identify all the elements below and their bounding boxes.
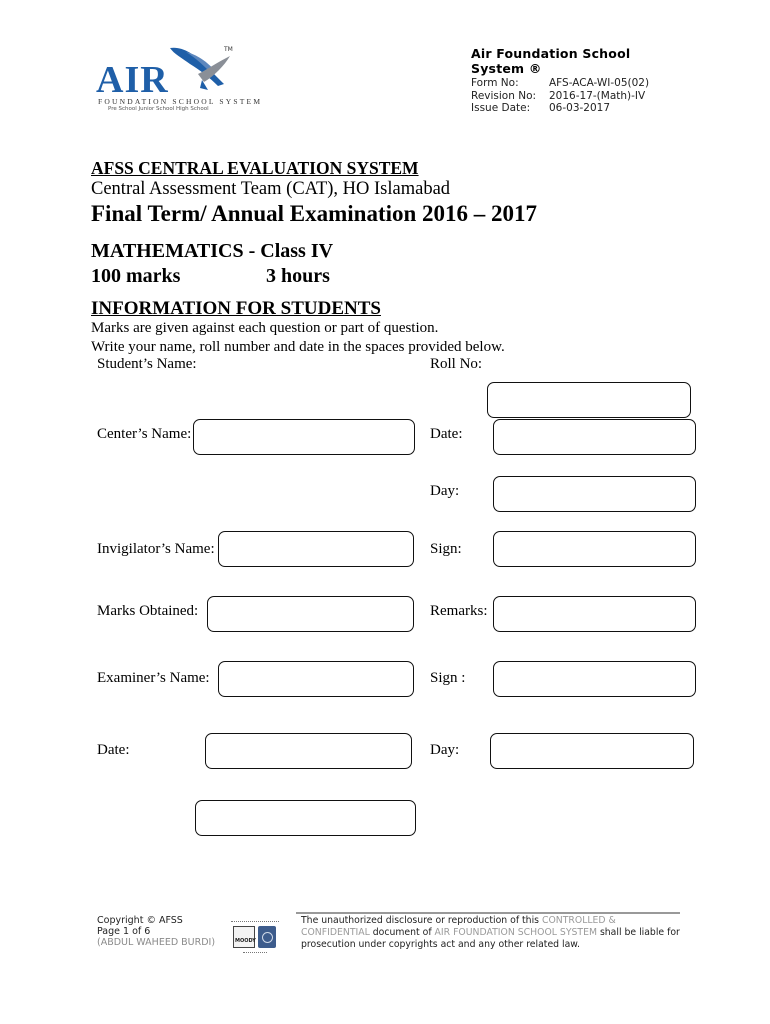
form-no-value: AFS-ACA-WI-05(02) <box>549 77 650 89</box>
sign-field[interactable] <box>493 661 696 697</box>
notice-text: The unauthorized disclosure or reproduction of this <box>301 915 542 926</box>
info-line: Write your name, roll number and date in the spaces provided below. <box>91 339 505 355</box>
duration: 3 hours <box>266 265 330 287</box>
revision-label: Revision No: <box>471 90 537 102</box>
school-logo: TM AIR FOUNDATION SCHOOL SYSTEM Pre School Junior School High School <box>96 46 263 112</box>
remarks-field[interactable] <box>493 596 696 632</box>
logo-subtitle: FOUNDATION SCHOOL SYSTEM <box>98 97 263 106</box>
day-label: Day: <box>430 742 460 758</box>
sign-label: Sign: <box>430 541 462 557</box>
date-field[interactable] <box>493 419 696 455</box>
exam-title: Final Term/ Annual Examination 2016 – 2017 <box>91 201 538 226</box>
revision-value: 2016-17-(Math)-IV <box>549 90 646 102</box>
issue-date-label: Issue Date: <box>471 102 531 114</box>
roll-no-field[interactable] <box>487 382 691 418</box>
day-field[interactable] <box>490 733 694 769</box>
date-label: Date: <box>97 742 130 758</box>
form-no-label: Form No: <box>471 77 519 89</box>
roll-no-label: Roll No: <box>430 356 483 372</box>
remarks-label: Remarks: <box>430 603 488 619</box>
sign-field[interactable] <box>493 531 696 567</box>
system-title: AFSS CENTRAL EVALUATION SYSTEM <box>91 158 419 178</box>
subject-title: MATHEMATICS - Class IV <box>91 240 334 262</box>
certification-badge <box>231 921 279 957</box>
sign-label: Sign : <box>430 670 466 686</box>
team-title: Central Assessment Team (CAT), HO Islamabad <box>91 179 451 199</box>
notice-highlight: CONTROLLED & CONFIDENTIAL <box>301 915 616 938</box>
day-field[interactable] <box>493 476 696 512</box>
examiner-name-label: Examiner’s Name: <box>97 670 210 686</box>
footer-divider <box>296 912 680 914</box>
center-name-label: Center’s Name: <box>97 426 192 442</box>
examiner-name-field[interactable] <box>218 661 414 697</box>
student-name-label: Student’s Name: <box>97 356 197 372</box>
day-label: Day: <box>430 483 460 499</box>
logo-text: AIR <box>96 59 169 101</box>
notice-text: document of <box>369 927 435 938</box>
invigilator-name-label: Invigilator’s Name: <box>97 541 215 557</box>
date-label: Date: <box>430 426 463 442</box>
footer-author: (ABDUL WAHEED BURDI) <box>97 937 216 948</box>
globe-icon <box>258 926 276 948</box>
confidentiality-notice <box>301 915 681 951</box>
notice-highlight: AIR FOUNDATION SCHOOL SYSTEM <box>434 927 597 938</box>
certification-mark-icon <box>233 926 255 948</box>
center-name-field[interactable] <box>193 419 415 455</box>
extra-field[interactable] <box>195 800 416 836</box>
date-field[interactable] <box>205 733 412 769</box>
info-line: Marks are given against each question or part of question. <box>91 320 439 336</box>
info-heading: INFORMATION FOR STUDENTS <box>91 298 381 319</box>
cert-badge-text: MOODY <box>235 938 256 944</box>
notice-text: shall be liable for prosecution under copyrights act and any other related law. <box>301 927 680 950</box>
footer-copyright: Copyright © AFSS <box>97 915 183 926</box>
total-marks: 100 marks <box>91 265 181 287</box>
logo-tagline: Pre School Junior School High School <box>108 106 209 112</box>
invigilator-name-field[interactable] <box>218 531 414 567</box>
school-name: Air Foundation School System ® <box>471 46 631 76</box>
marks-obtained-label: Marks Obtained: <box>97 603 199 619</box>
marks-obtained-field[interactable] <box>207 596 414 632</box>
footer-page-number: Page 1 of 6 <box>97 926 151 937</box>
issue-date-value: 06-03-2017 <box>549 102 611 114</box>
